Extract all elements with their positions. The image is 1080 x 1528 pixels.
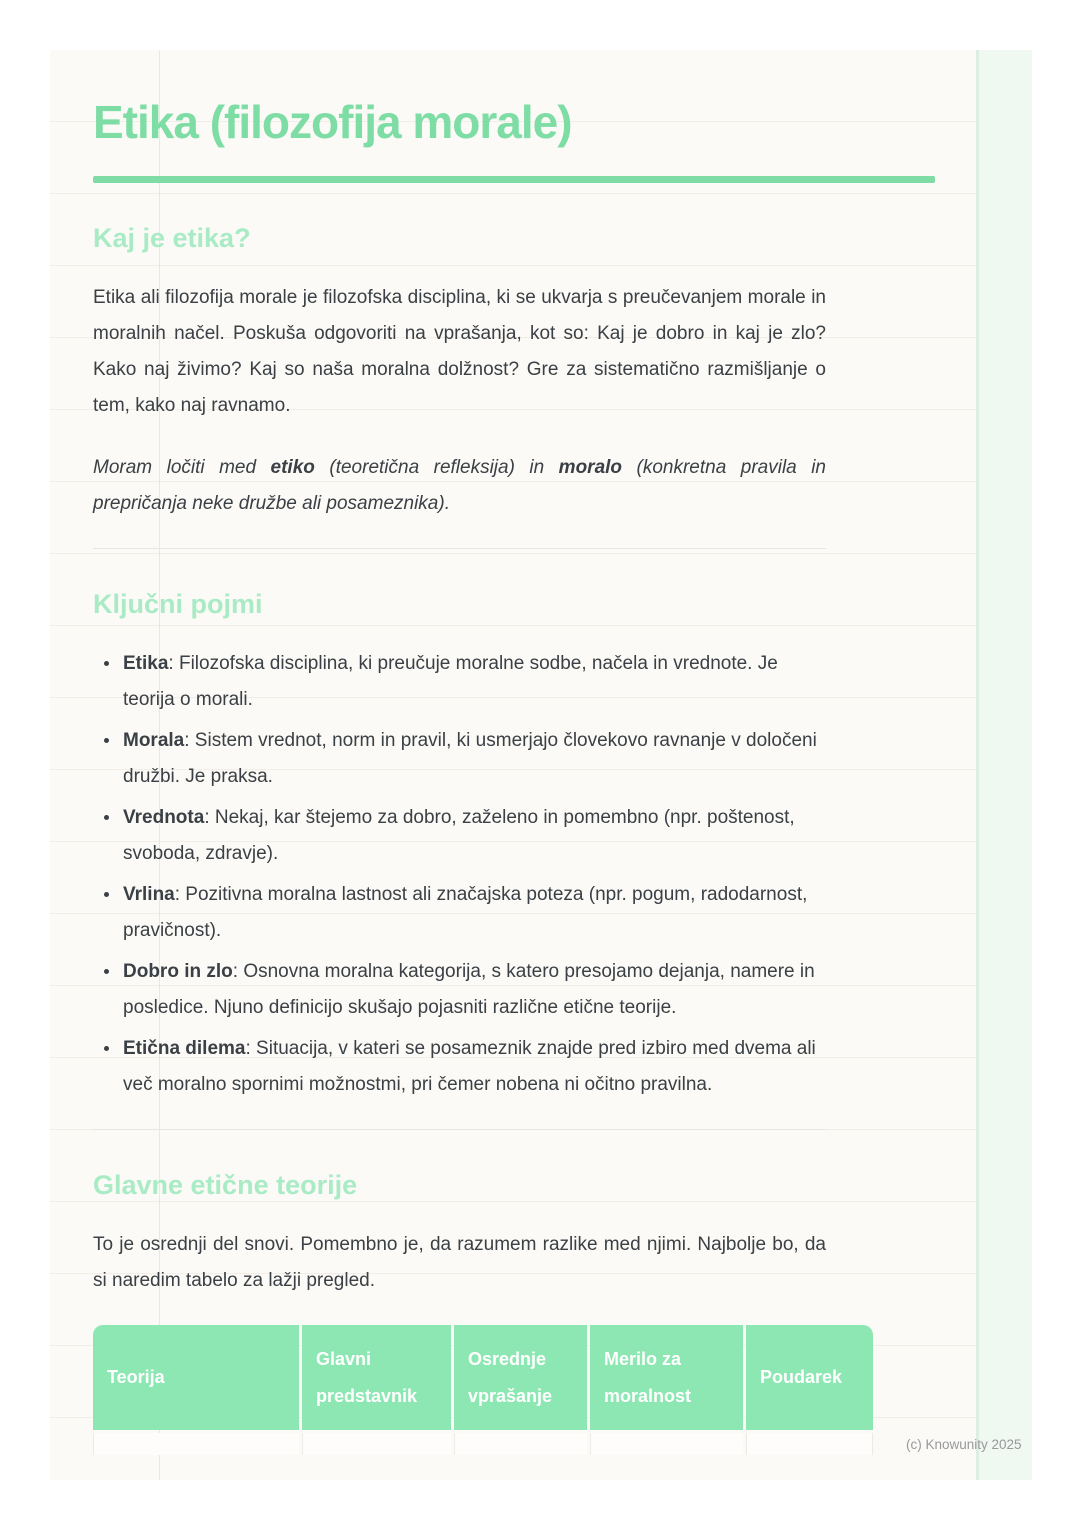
list-item [93,723,826,795]
term-definition: : Situacija, v kateri se posameznik znajde pred izbiro med dvema ali več moralno spornimi možnostmi, pri čemer nobena ni očitno pravilna. [123,1038,816,1095]
section-heading-glavne-eticne-teorije: Glavne etične teorije [93,1170,358,1200]
note-paragraph [93,450,826,522]
term-label: Vrednota [123,807,205,828]
table-header-osrednje-vprasanje: Osrednje vprašanje [454,1325,587,1430]
term-definition: : Pozitivna moralna lastnost ali značajska poteza (npr. pogum, radodarnost, pravičnost). [123,884,808,941]
title-underline-bar [93,176,935,183]
note-bold-term: etiko [270,457,315,478]
term-definition: : Filozofska disciplina, ki preučuje moralne sodbe, načela in vrednote. Je teorija o morali. [123,653,778,710]
term-definition: : Sistem vrednot, norm in pravil, ki usmerjajo človekovo ravnanje v določeni družbi. Je praksa. [123,730,817,787]
table-header-teorija: Teorija [93,1325,299,1430]
note-segment: Moram ločiti med [93,457,271,478]
term-label: Morala [123,730,185,751]
list-item [93,646,826,718]
notes-page [50,50,1032,1480]
intro-paragraph: Etika ali filozofija morale je filozofska disciplina, ki se ukvarja s preučevanjem morale in moralnih načel. Poskuša odgovoriti na vprašanja, kot so: Kaj je dobro in kaj je zlo? Kako naj živimo? Kaj so naša moralna dolžnost? Gre za sistematično razmišljanje o tem, kako naj ravnamo. [93,287,826,416]
table-cell-empty [93,1433,299,1455]
section-heading-kaj-je-etika: Kaj je etika? [93,223,251,253]
list-item [93,800,826,872]
table-cell-empty [454,1433,587,1455]
table-header-poudarek: Poudarek [746,1325,873,1430]
term-label: Etična dilema [123,1038,246,1059]
note-segment: (konkretna pravila in prepričanja neke družbe ali posameznika). [93,457,826,514]
table-cell-empty [590,1433,743,1455]
table-cell-empty [746,1433,873,1455]
theories-table [93,1325,876,1455]
table-header-glavni-predstavnik: Glavni predstavnik [302,1325,451,1430]
list-item [93,877,826,949]
term-label: Etika [123,653,169,674]
copyright-notice: (c) Knowunity 2025 [906,1437,1022,1452]
page-right-stripe [976,50,1032,1480]
page-content [93,96,843,1455]
note-bold-term: moralo [558,457,623,478]
term-definition: : Nekaj, kar štejemo za dobro, zaželeno in pomembno (npr. poštenost, svoboda, zdravje). [123,807,795,864]
list-item [93,954,826,1026]
term-definition: : Osnovna moralna kategorija, s katero presojamo dejanja, namere in posledice. Njuno definicijo skušajo pojasniti različne etične teorije. [123,961,815,1018]
table-cell-empty [302,1433,451,1455]
theories-intro-paragraph: To je osrednji del snovi. Pomembno je, da razumem razlike med njimi. Najbolje bo, da si naredim tabelo za lažji pregled. [93,1234,826,1291]
section-divider [93,1129,826,1130]
list-item [93,1031,826,1103]
note-segment: (teoretična refleksija) in [314,457,559,478]
table-header-merilo-za-moralnost: Merilo za moralnost [590,1325,743,1430]
term-label: Vrlina [123,884,175,905]
term-label: Dobro in zlo [123,961,233,982]
page-title: Etika (filozofija morale) [93,96,572,148]
section-heading-kljucni-pojmi: Ključni pojmi [93,589,263,619]
key-concepts-list [93,646,826,1103]
section-divider [93,548,826,549]
